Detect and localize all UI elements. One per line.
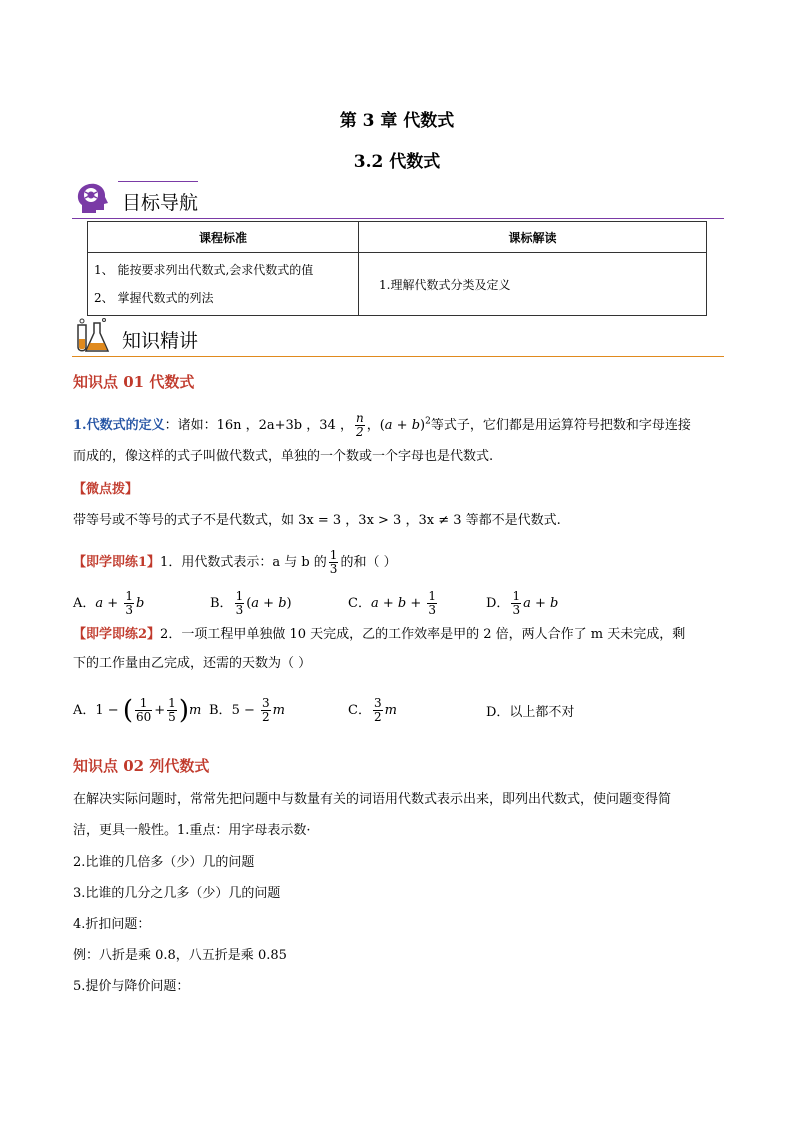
ex1-text-a: 1．用代数式表示：a 与 b 的 <box>160 555 327 570</box>
kp1-exercise-1 <box>73 549 397 576</box>
ex2-option-a[interactable]: A．1 − ( $\frac{1}{60}$ + $\frac{1}{5}$ )m <box>73 695 202 726</box>
kp1-tip-label: 【微点拨】 <box>73 482 139 497</box>
kp2-item-4: 4.折扣问题： <box>73 917 151 932</box>
knowledge-section-divider <box>72 356 724 358</box>
kp2-item-2: 2.比谁的几倍多（少）几的问题 <box>73 855 255 870</box>
ex2-label: 【即学即练2】 <box>73 627 161 642</box>
standards-col2-header: 课标解读 <box>359 222 707 253</box>
ex1-option-d[interactable]: D． $\frac{1}{3}$ a + b <box>486 589 559 617</box>
nav-section-header <box>72 183 724 219</box>
kp1-def-text-a: ：诸如：16n ，2a+3b ，34 ， <box>164 418 353 433</box>
kp2-item-5: 5.提价与降价问题： <box>73 979 190 994</box>
flask-icon <box>72 317 112 357</box>
nav-section-divider <box>72 218 724 220</box>
ex1-option-c[interactable]: C．a + b + $\frac{1}{3}$ <box>348 589 437 617</box>
ex1-text-b: 的和（ ） <box>340 555 397 570</box>
kp1-def-label: 1.代数式的定义 <box>73 418 165 433</box>
standards-left-cell <box>88 253 359 316</box>
kp1-definition: 1.代数式的定义：诸如：16n ，2a+3b ，34 ， $\frac{n}{2}$ ，$(a + b)^2$等式子，它们都是用运算符号把数和字母连接 <box>73 411 691 439</box>
knowledge-section-title: 知识精讲 <box>122 330 199 352</box>
ex2-line1: 2．一项工程甲单独做 10 天完成，乙的工作效率是甲的 2 倍，两人合作了 m 天未完成，剩 <box>160 627 686 642</box>
kp1-def-text-b: ， <box>366 418 380 433</box>
kp1-def-fraction <box>355 412 365 439</box>
nav-section-title: 目标导航 <box>122 192 199 214</box>
section-title: 3.2 代数式 <box>353 152 441 172</box>
ex2-option-b[interactable]: B．5 − $\frac{3}{2}$ m <box>209 696 285 724</box>
kp2-paragraph-1: 在解决实际问题时，常常先把问题中与数量有关的词语用代数式表示出来，即列出代数式，使问题变得简 <box>73 792 672 807</box>
kp2-item-3: 3.比谁的几分之几多（少）几的问题 <box>73 886 281 901</box>
kp1-def-text-c: 等式子，它们都是用运算符号把数和字母连接 <box>430 418 691 433</box>
standards-left-1: 1、 能按要求列出代数式,会求代数式的值 <box>94 263 314 277</box>
frac-d: 2 <box>356 425 364 439</box>
ex1-option-a[interactable]: A．a + $\frac{1}{3}$ b <box>73 589 145 617</box>
standards-left-2: 2、 掌握代数式的列法 <box>94 291 214 305</box>
chapter-title: 第 3 章 代数式 <box>339 111 455 131</box>
ex2-line2: 下的工作量由乙完成，还需的天数为（ ） <box>73 656 312 671</box>
kp1-def-line2: 而成的，像这样的式子叫做代数式，单独的一个数或一个字母也是代数式. <box>73 449 494 464</box>
kp2-example: 例：八折是乘 0.8，八五折是乘 0.85 <box>73 948 287 963</box>
kp1-exercise-2 <box>73 627 685 643</box>
standards-table <box>87 221 707 316</box>
ex1-fraction: $\frac{1}{3}$ <box>329 548 338 576</box>
standards-right-cell: 1.理解代数式分类及定义 <box>359 253 707 316</box>
ex2-option-c[interactable]: C． $\frac{3}{2}$ m <box>348 696 397 724</box>
kp2-heading: 知识点 02 列代数式 <box>73 757 210 775</box>
kp1-heading: 知识点 01 代数式 <box>73 373 195 391</box>
ex2-option-d[interactable]: D．以上都不对 <box>486 705 575 720</box>
ex1-label: 【即学即练1】 <box>73 555 161 570</box>
ex1-option-b[interactable]: B． $\frac{1}{3}$ (a + b) <box>210 589 292 617</box>
kp2-paragraph-2: 洁，更具一般性。1.重点：用字母表示数· <box>73 823 311 838</box>
head-brain-icon <box>72 179 112 219</box>
standards-col1-header: 课程标准 <box>88 222 359 253</box>
frac-n: n <box>355 411 364 425</box>
knowledge-section-header <box>72 321 724 357</box>
kp1-tip-text: 带等号或不等号的式子不是代数式，如 3x = 3 ，3x > 3 ，3x ≠ 3 等都不是代数式. <box>73 513 561 528</box>
